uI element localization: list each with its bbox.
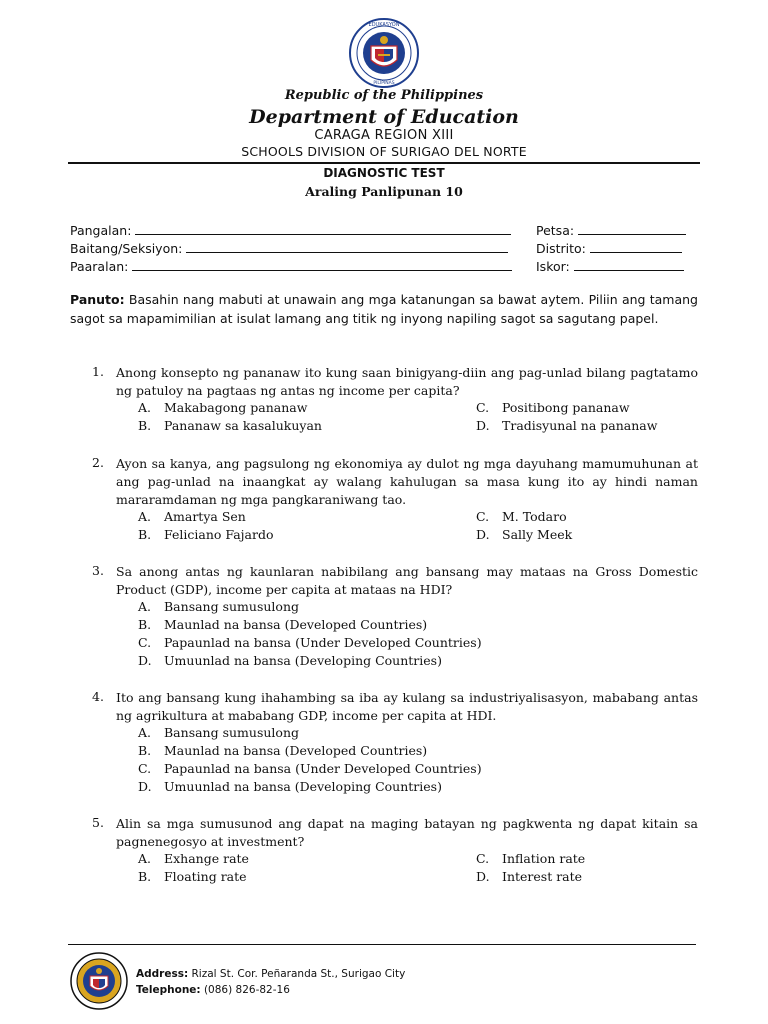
question-text: Ito ang bansang kung ihahambing sa iba ay kulang sa industriyalisasyon, mababang antas ng agrikultura at mababang GDP, income per capita at HDI. — [116, 690, 698, 723]
option-c[interactable]: C. Papaunlad na bansa (Under Developed Countries) — [138, 761, 482, 776]
distrito-field[interactable] — [536, 240, 682, 256]
footer-contact — [136, 966, 405, 998]
option-a[interactable]: A. Bansang sumusulong — [138, 599, 299, 614]
distrito-label: Distrito: — [536, 241, 586, 256]
region-heading: CARAGA REGION XIII — [314, 128, 454, 143]
option-a[interactable]: A. Makabagong pananaw — [138, 400, 308, 415]
option-c[interactable]: C. Papaunlad na bansa (Under Developed Countries) — [138, 635, 482, 650]
iskor-field[interactable] — [536, 258, 684, 274]
pangalan-label: Pangalan: — [70, 223, 132, 238]
option-a[interactable]: A. Exhange rate — [138, 851, 249, 866]
question-number: 4. — [92, 689, 104, 704]
baitang-label: Baitang/Seksiyon: — [70, 241, 183, 256]
option-a[interactable]: A. Amartya Sen — [138, 509, 246, 524]
petsa-field[interactable] — [536, 222, 686, 238]
footer-divider — [68, 944, 696, 945]
instructions — [70, 290, 698, 328]
option-c[interactable]: C. Inflation rate — [476, 851, 586, 866]
option-b[interactable]: B. Maunlad na bansa (Developed Countries) — [138, 617, 428, 632]
pangalan-field[interactable] — [70, 222, 511, 238]
question-text: Alin sa mga sumusunod ang dapat na maging batayan ng pagkwenta ng dapat kitain sa pagnenegosyo at investment? — [116, 816, 698, 849]
telephone-line: Telephone: (086) 826-82-16 — [136, 984, 290, 996]
option-d[interactable]: D. Umuunlad na bansa (Developing Countries) — [138, 779, 442, 794]
question-number: 2. — [92, 455, 104, 470]
option-d[interactable]: D. Sally Meek — [476, 527, 573, 542]
option-d[interactable]: D. Interest rate — [476, 869, 583, 884]
deped-seal-icon — [349, 18, 419, 88]
test-title: DIAGNOSTIC TEST — [323, 166, 445, 180]
test-subject: Araling Panlipunan 10 — [305, 184, 463, 199]
svg-text:EDUKASYON: EDUKASYON — [368, 22, 400, 28]
paaralan-label: Paaralan: — [70, 259, 129, 274]
paaralan-blank[interactable] — [132, 258, 512, 271]
pangalan-blank[interactable] — [135, 222, 511, 235]
svg-text:PILIPINAS: PILIPINAS — [373, 81, 395, 86]
question-text: Anong konsepto ng pananaw ito kung saan binigyang-diin ang pag-unlad bilang pagtatamo ng patuloy na pagtaas ng antas ng income per capita? — [116, 365, 698, 398]
petsa-label: Petsa: — [536, 223, 575, 238]
instructions-text: Basahin nang mabuti at unawain ang mga katanungan sa bawat aytem. Piliin ang tamang sagot sa mapamimilian at isulat lamang ang titik ng inyong napiling sagot sa sagutang papel. — [70, 292, 698, 326]
distrito-blank[interactable] — [590, 240, 682, 253]
question-number: 5. — [92, 815, 104, 830]
option-b[interactable]: B. Maunlad na bansa (Developed Countries) — [138, 743, 428, 758]
baitang-field[interactable] — [70, 240, 508, 256]
option-b[interactable]: B. Feliciano Fajardo — [138, 527, 274, 542]
address-line: Address: Rizal St. Cor. Peñaranda St., Surigao City — [136, 968, 406, 980]
question-text: Sa anong antas ng kaunlaran nabibilang ang bansang may mataas na Gross Domestic Product (GDP), income per capita at mataas na HDI? — [116, 564, 698, 597]
baitang-blank[interactable] — [186, 240, 508, 253]
option-c[interactable]: C. Positibong pananaw — [476, 400, 630, 415]
iskor-label: Iskor: — [536, 259, 570, 274]
option-d[interactable]: D. Umuunlad na bansa (Developing Countries) — [138, 653, 442, 668]
option-b[interactable]: B. Pananaw sa kasalukuyan — [138, 418, 322, 433]
paaralan-field[interactable] — [70, 258, 512, 274]
option-d[interactable]: D. Tradisyunal na pananaw — [476, 418, 658, 433]
header-divider — [68, 162, 700, 164]
division-seal-icon — [70, 952, 128, 1010]
question-text: Ayon sa kanya, ang pagsulong ng ekonomiya ay dulot ng mga dayuhang mamumuhunan at ang pag-unlad na inaangkat ay walang kahulugan sa masa kung ito ay hindi naman mararamdaman ng mga pangkaraniwang tao. — [116, 456, 698, 507]
republic-heading: Republic of the Philippines — [284, 88, 484, 103]
option-b[interactable]: B. Floating rate — [138, 869, 247, 884]
iskor-blank[interactable] — [574, 258, 684, 271]
department-heading: Department of Education — [249, 106, 519, 128]
division-heading: SCHOOLS DIVISION OF SURIGAO DEL NORTE — [241, 144, 527, 159]
instructions-label: Panuto: — [70, 292, 125, 307]
option-c[interactable]: C. M. Todaro — [476, 509, 567, 524]
petsa-blank[interactable] — [578, 222, 686, 235]
question-number: 3. — [92, 563, 104, 578]
question-number: 1. — [92, 364, 104, 379]
option-a[interactable]: A. Bansang sumusulong — [138, 725, 299, 740]
